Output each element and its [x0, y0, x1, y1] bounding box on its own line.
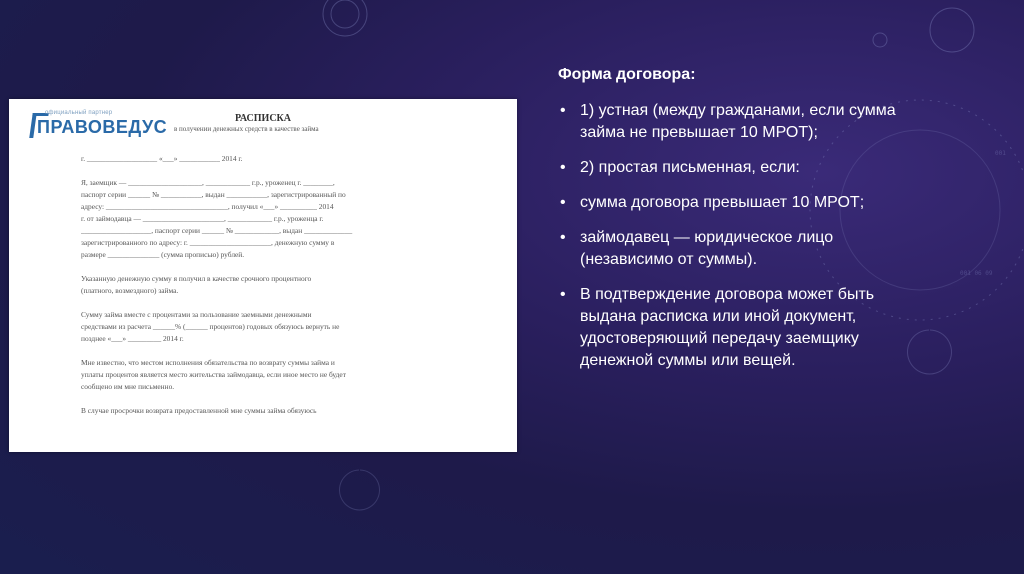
document-line	[81, 345, 495, 357]
bullet-dot-icon: •	[560, 102, 566, 119]
document-line: Мне известно, что местом исполнения обязательства по возврату суммы займа и	[81, 358, 335, 367]
bullet-dot-icon: •	[560, 286, 566, 303]
logo-text: ПРАВОВЕДУС	[37, 117, 168, 137]
bullet-dot-icon: •	[560, 229, 566, 246]
bullet-text: сумма договора превышает 10 МРОТ;	[580, 194, 865, 211]
document-line: Сумму займа вместе с процентами за пользование заемными денежными	[81, 310, 312, 319]
bullet-text: займодавец — юридическое лицо (независимо от суммы).	[580, 229, 834, 268]
document-line: зарегистрированного по адресу: г. ______________________, денежную сумму в	[81, 238, 335, 247]
document-line	[81, 165, 495, 177]
document-line: ___________________, паспорт серии ______ № ____________, выдан _____________	[81, 226, 353, 235]
bullet-item	[558, 157, 928, 179]
logo-caption: официальный партнер	[45, 110, 113, 116]
document-line	[81, 261, 495, 273]
bullet-dot-icon: •	[560, 194, 566, 211]
bullet-item	[558, 284, 928, 372]
document-line: адресу: _________________________________, получил «___» __________ 2014	[81, 202, 334, 211]
document-title: РАСПИСКА	[234, 113, 292, 124]
document-line: г. ___________________ «___» ___________ 2014 г.	[81, 154, 243, 163]
document-line: В случае просрочки возврата предоставленной мне суммы займа обязуюсь	[81, 406, 317, 415]
svg-text:001 06 09: 001 06 09	[960, 270, 993, 277]
document-line	[81, 297, 495, 309]
bullet-text: 1) устная (между гражданами, если сумма займа не превышает 10 МРОТ);	[580, 102, 896, 141]
document-subtitle: в получении денежных средств в качестве займа	[174, 125, 319, 133]
content-panel	[558, 64, 928, 385]
bullet-list	[558, 100, 928, 372]
document-line: Я, заемщик — ____________________, ____________ г.р., уроженец г. ________,	[81, 178, 335, 187]
document-line	[81, 393, 495, 405]
document-line: размере ______________ (сумма прописью) рублей.	[81, 250, 245, 259]
document-line: уплаты процентов является место жительства займодавца, если иное место не будет	[81, 370, 346, 379]
document-line: позднее «___» _________ 2014 г.	[81, 334, 184, 343]
svg-text:001: 001	[995, 150, 1006, 157]
bullet-item	[558, 100, 928, 144]
document-line: сообщено им мне письменно.	[81, 382, 175, 391]
panel-title: Форма договора:	[558, 66, 696, 83]
document-line: г. от займодавца — ______________________, ____________ г.р., уроженца г.	[81, 214, 324, 223]
document-line: средствами из расчета ______% (______ процентов) годовых обязуюсь вернуть не	[81, 322, 340, 331]
bullet-text: В подтверждение договора может быть выдана расписка или иной документ, удостоверяющий передачу заемщику денежной суммы или вещей.	[580, 286, 875, 369]
document-line: (платного, возмездного) займа.	[81, 286, 179, 295]
bullet-item	[558, 192, 928, 214]
document-body	[81, 153, 495, 417]
bullet-dot-icon: •	[560, 159, 566, 176]
receipt-document-image	[9, 99, 517, 452]
bullet-text: 2) простая письменная, если:	[580, 159, 800, 176]
document-line: паспорт серии ______ № ___________, выдан ___________, зарегистрированный по	[81, 190, 346, 199]
bullet-item	[558, 227, 928, 271]
document-line: Указанную денежную сумму я получил в качестве срочного процентного	[81, 274, 312, 283]
